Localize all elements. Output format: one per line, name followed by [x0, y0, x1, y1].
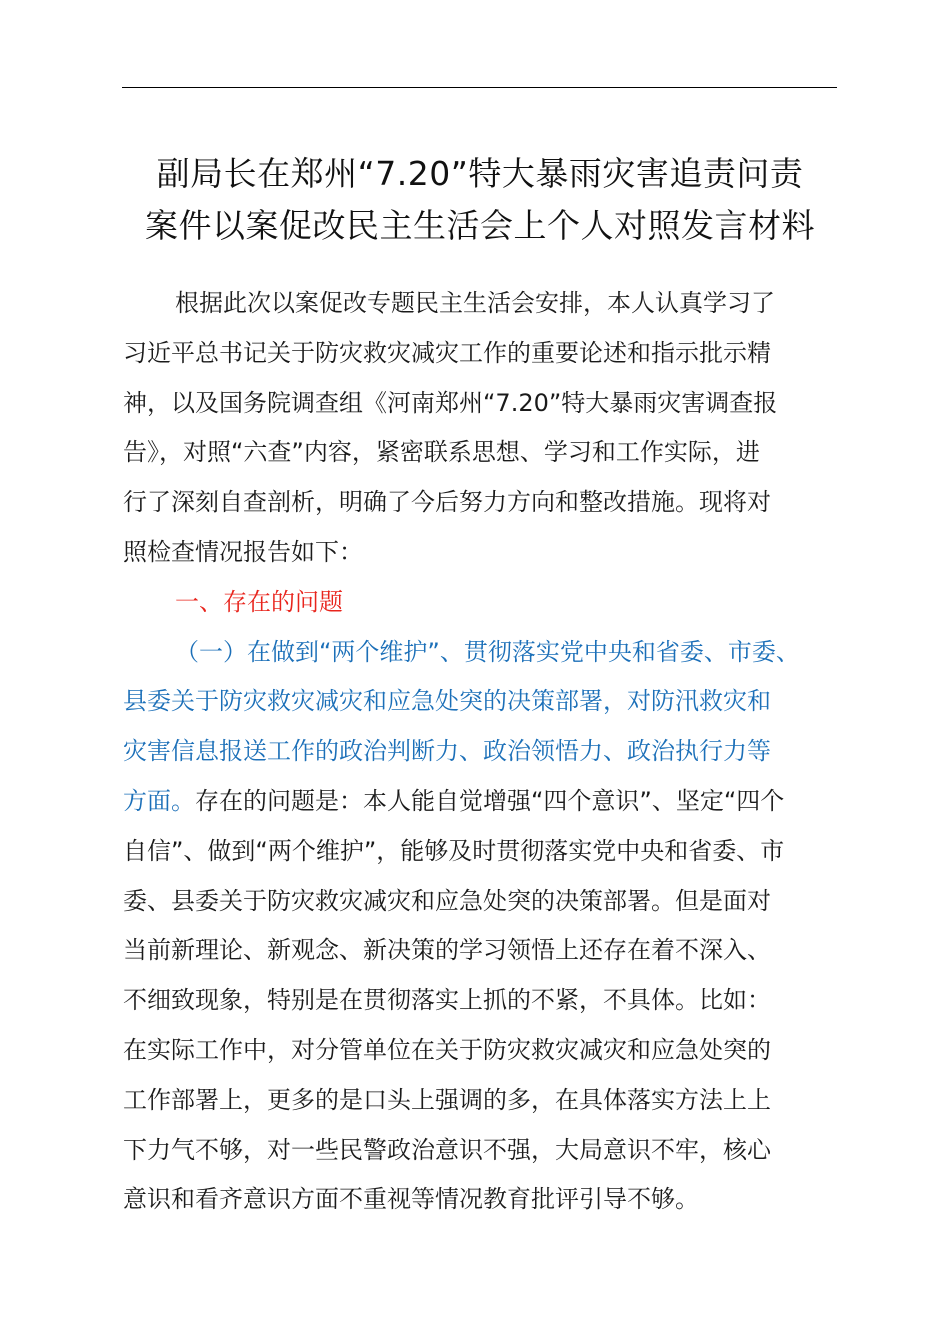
- intro-line: 习近平总书记关于防灾救灾减灾工作的重要论述和指示批示精: [123, 338, 771, 367]
- document-title: [100, 148, 860, 252]
- paragraph-line: 自信”、做到“两个维护”，能够及时贯彻落实党中央和省委、市: [123, 836, 785, 865]
- intro-line: 行了深刻自查剖析，明确了今后努力方向和整改措施。现将对: [123, 488, 771, 517]
- intro-line: 照检查情况报告如下：: [123, 537, 363, 566]
- header-rule: [122, 87, 837, 88]
- subheading-tail: 方面。: [123, 786, 195, 815]
- document-body: [123, 279, 843, 1225]
- subheading-line: 县委关于防灾救灾减灾和应急处突的决策部署，对防汛救灾和: [123, 687, 771, 716]
- paragraph-line: 不细致现象，特别是在贯彻落实上抓的不紧，不具体。比如：: [123, 986, 771, 1015]
- paragraph-start: 存在的问题是：本人能自觉增强“四个意识”、坚定“四个: [195, 786, 785, 815]
- paragraph-line: 当前新理论、新观念、新决策的学习领悟上还存在着不深入、: [123, 936, 771, 965]
- intro-line: 告》，对照“六查”内容，紧密联系思想、学习和工作实际，进: [123, 438, 760, 467]
- paragraph-line: 下力气不够，对一些民警政治意识不强，大局意识不牢，核心: [123, 1135, 771, 1164]
- intro-line: 神，以及国务院调查组《河南郑州“7.20”特大暴雨灾害调查报: [123, 388, 778, 417]
- subheading-line: （一）在做到“两个维护”、贯彻落实党中央和省委、市委、: [175, 637, 800, 666]
- mixed-line: [123, 777, 843, 827]
- intro-line: 根据此次以案促改专题民主生活会安排，本人认真学习了: [175, 289, 775, 317]
- paragraph-line: 工作部署上，更多的是口头上强调的多，在具体落实方法上上: [123, 1085, 771, 1114]
- section-heading: 一、存在的问题: [175, 587, 343, 616]
- paragraph-line: 委、县委关于防灾救灾减灾和应急处突的决策部署。但是面对: [123, 886, 771, 915]
- title-line: 副局长在郑州“7.20”特大暴雨灾害追责问责: [156, 154, 804, 193]
- title-line: 案件以案促改民主生活会上个人对照发言材料: [145, 206, 815, 245]
- paragraph-line: 在实际工作中，对分管单位在关于防灾救灾减灾和应急处突的: [123, 1035, 771, 1064]
- paragraph-line: 意识和看齐意识方面不重视等情况教育批评引导不够。: [123, 1185, 699, 1214]
- subheading-line: 灾害信息报送工作的政治判断力、政治领悟力、政治执行力等: [123, 737, 771, 766]
